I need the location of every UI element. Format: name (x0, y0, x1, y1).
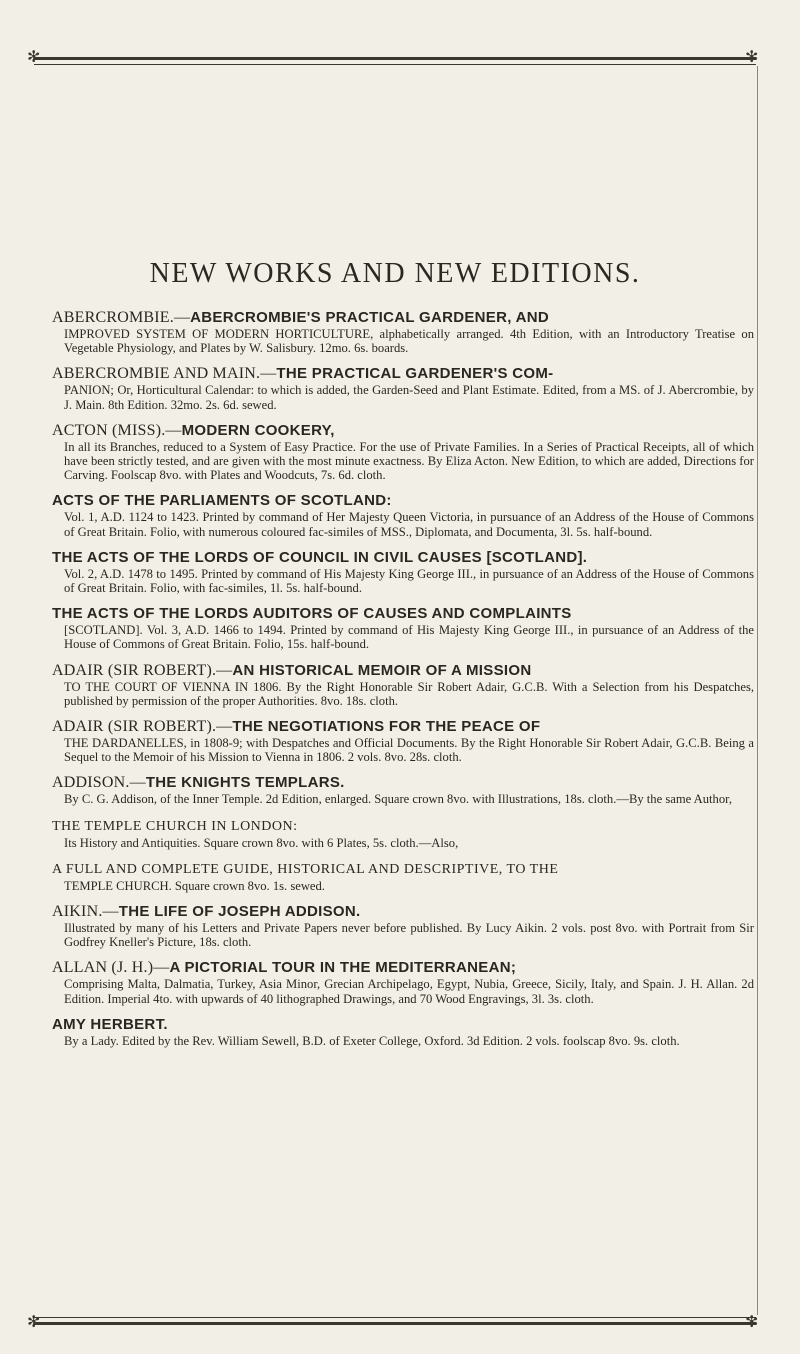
entry-title: THE NEGOTIATIONS FOR THE PEACE OF (232, 718, 541, 736)
bottom-rule-thick (34, 1322, 756, 1325)
entry-title: MODERN COOKERY, (181, 421, 335, 439)
entry-heading (52, 718, 754, 736)
entry-description: By C. G. Addison, of the Inner Temple. 2d Edition, enlarged. Square crown 8vo. with Illustrations, 18s. cloth.—By the same Author, (64, 792, 732, 807)
entry-author: ADDISON.— (52, 774, 146, 792)
page-heading: NEW WORKS AND NEW EDITIONS. (149, 258, 641, 289)
catalogue-entry (52, 422, 754, 483)
entry-title: THE ACTS OF THE LORDS OF COUNCIL IN CIVIL CAUSES [SCOTLAND]. (52, 548, 588, 566)
entry-heading (52, 492, 754, 510)
entry-heading (52, 903, 754, 921)
top-rule-thin (34, 64, 756, 65)
corner-ornament-bottom-left: ✻ (27, 1312, 41, 1331)
entry-author: AIKIN.— (52, 903, 119, 921)
entry-author: ABERCROMBIE AND MAIN.— (52, 365, 277, 383)
catalogue-entries (52, 309, 754, 1058)
entry-description: In all its Branches, reduced to a System of Easy Practice. For the use of Private Families. In a Series of Practical Receipts, all of which have been strictly tested, and are given with the most minute exactness. By Eliza Acton. New Edition, to which are added, Directions for Carving. Foolscap 8vo. with Plates and Woodcuts, 7s. 6d. cloth. (64, 439, 754, 483)
entry-heading (52, 817, 754, 836)
entry-description: Comprising Malta, Dalmatia, Turkey, Asia Minor, Grecian Archipelago, Egypt, Nubia, Greece, Sicily, Italy, and Spain. J. H. Allan. 2d Edition. Imperial 4to. with upwards of 40 lithographed Drawings, and 70 Wood Engravings, 3l. 3s. cloth. (64, 977, 754, 1006)
entry-description: Its History and Antiquities. Square crown 8vo. with 6 Plates, 5s. cloth.—Also, (64, 835, 459, 850)
catalogue-entry (52, 662, 754, 708)
entry-heading (52, 309, 754, 327)
catalogue-entry (52, 309, 754, 355)
catalogue-entry (52, 492, 754, 538)
catalogue-entry (52, 605, 754, 651)
entry-description: Vol. 1, A.D. 1124 to 1423. Printed by command of Her Majesty Queen Victoria, in pursuance of an Address of the House of Commons of Great Britain. Folio, with numerous coloured fac-similes of MSS., Diplomata, and Documenta, 3l. 5s. half-bound. (64, 510, 754, 539)
entry-title: ACTS OF THE PARLIAMENTS OF SCOTLAND: (52, 492, 392, 510)
entry-author: THE TEMPLE CHURCH IN LONDON: (52, 818, 298, 834)
entry-author: A FULL AND COMPLETE GUIDE, HISTORICAL AND DESCRIPTIVE, TO THE (52, 861, 559, 877)
entry-author: ALLAN (J. H.)— (52, 959, 170, 977)
top-rule-thick (34, 57, 756, 60)
entry-description: PANION; Or, Horticultural Calendar: to which is added, the Garden-Seed and Plant Estimate. Edited, from a MS. of J. Abercrombie, by J. Main. 8th Edition. 32mo. 2s. 6d. sewed. (64, 383, 754, 412)
entry-title: THE KNIGHTS TEMPLARS. (145, 774, 345, 792)
entry-description: By a Lady. Edited by the Rev. William Sewell, B.D. of Exeter College, Oxford. 3d Edition. 2 vols. foolscap 8vo. 9s. cloth. (64, 1033, 680, 1048)
entry-description: Illustrated by many of his Letters and Private Papers never before published. By Lucy Aikin. 2 vols. post 8vo. with Portrait from Sir Godfrey Kneller's Picture, 18s. cloth. (64, 921, 754, 950)
entry-heading (52, 422, 754, 440)
entry-heading (52, 605, 754, 623)
catalogue-entry (52, 1016, 754, 1048)
entry-heading (52, 774, 754, 792)
catalogue-entry (52, 860, 754, 893)
entry-title: THE PRACTICAL GARDENER'S COM- (276, 365, 554, 383)
entry-title: AN HISTORICAL MEMOIR OF A MISSION (232, 661, 532, 679)
corner-ornament-top-left: ✻ (27, 47, 41, 66)
entry-heading (52, 662, 754, 680)
catalogue-entry (52, 903, 754, 949)
catalogue-entry (52, 817, 754, 850)
right-border-line (757, 66, 758, 1315)
corner-ornament-bottom-right: ✻ (745, 1312, 759, 1331)
entry-author: ABERCROMBIE.— (52, 309, 191, 326)
catalogue-entry (52, 774, 754, 806)
corner-ornament-top-right: ✻ (745, 47, 759, 66)
catalogue-entry (52, 549, 754, 595)
catalogue-entry (52, 959, 754, 1005)
entry-title: A PICTORIAL TOUR IN THE MEDITERRANEAN; (169, 959, 517, 977)
entry-author: ADAIR (SIR ROBERT).— (52, 718, 233, 736)
entry-heading (52, 1016, 754, 1034)
entry-heading (52, 860, 754, 879)
entry-author: ACTON (MISS).— (52, 421, 182, 439)
entry-description: [SCOTLAND]. Vol. 3, A.D. 1466 to 1494. Printed by command of His Majesty King George III., in pursuance of an Address of the House of Commons of Great Britain. Folio, 15s. half-bound. (64, 623, 754, 652)
entry-description: TO THE COURT OF VIENNA IN 1806. By the Right Honorable Sir Robert Adair, G.C.B. With a Selection from his Despatches, published by permission of the proper Authorities. 8vo. 18s. cloth. (64, 679, 754, 708)
entry-description: TEMPLE CHURCH. Square crown 8vo. 1s. sewed. (64, 878, 325, 893)
entry-author: ADAIR (SIR ROBERT).— (52, 661, 233, 679)
catalogue-entry (52, 718, 754, 764)
entry-heading (52, 365, 754, 383)
bottom-rule-thin (34, 1317, 756, 1318)
entry-heading (52, 549, 754, 567)
entry-title: AMY HERBERT. (52, 1015, 168, 1033)
entry-heading (52, 959, 754, 977)
entry-description: THE DARDANELLES, in 1808-9; with Despatches and Official Documents. By the Right Honorable Sir Robert Adair, G.C.B. Being a Sequel to the Memoir of his Mission to Vienna in 1806. 2 vols. 8vo. 28s. cloth. (64, 736, 754, 765)
entry-description: Vol. 2, A.D. 1478 to 1495. Printed by command of His Majesty King George III., in pursuance of an Address of the House of Commons of Great Britain. Folio, with fac-similes, 1l. 5s. half-bound. (64, 566, 754, 596)
entry-description: IMPROVED SYSTEM OF MODERN HORTICULTURE, alphabetically arranged. 4th Edition, with an Introductory Treatise on Vegetable Physiology, and Plates by W. Salisbury. 12mo. 6s. boards. (64, 327, 754, 356)
entry-title: THE ACTS OF THE LORDS AUDITORS OF CAUSES AND COMPLAINTS (52, 605, 572, 623)
entry-title: ABERCROMBIE'S PRACTICAL GARDENER, AND (190, 309, 550, 326)
entry-title: THE LIFE OF JOSEPH ADDISON. (118, 903, 361, 921)
catalogue-entry (52, 365, 754, 411)
